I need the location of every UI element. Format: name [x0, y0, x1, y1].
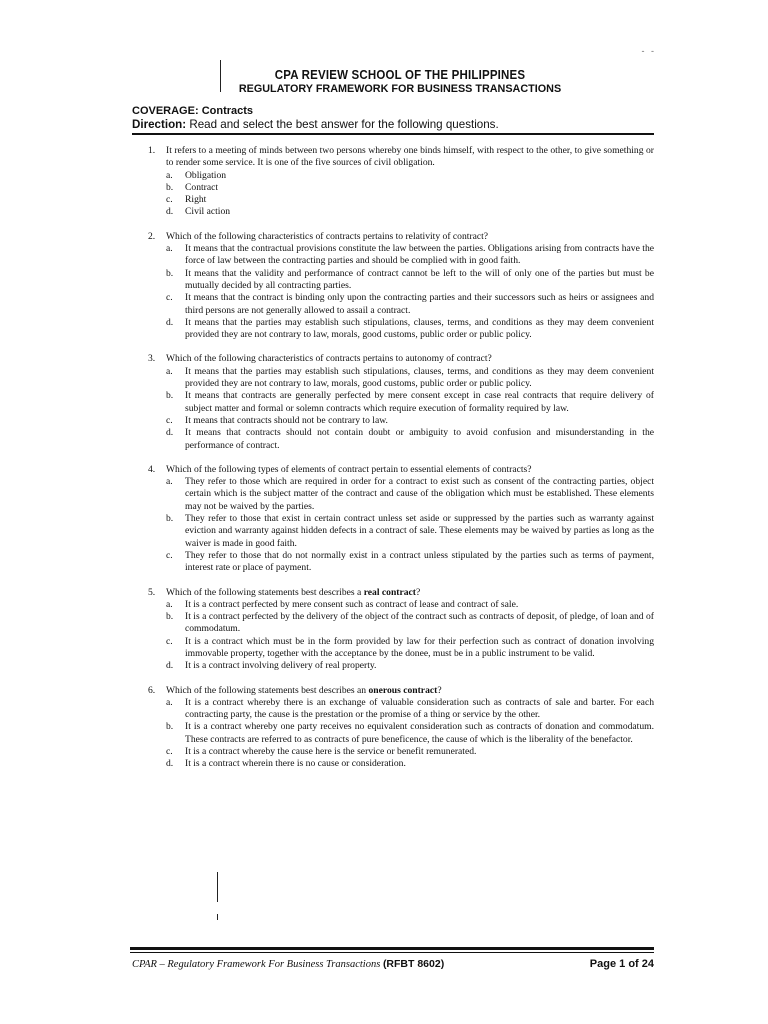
option-a — [166, 366, 654, 391]
option-b — [166, 611, 654, 636]
option-letter: b. — [166, 181, 174, 193]
option-text: It is a contract whereby the cause here is the service or benefit remunerated. — [185, 746, 477, 758]
option-letter: a. — [166, 476, 173, 488]
question-number: 3. — [148, 353, 156, 365]
option-c — [166, 194, 654, 206]
option-a — [166, 697, 654, 722]
option-text: They refer to those that exist in certain contract unless set aside or suppressed by the parties such as warranty against eviction and warranty against hidden defects in a contract of sale. These elements may be waived by parties as long as the waiver is made in good faith. — [185, 513, 654, 549]
option-d — [166, 758, 654, 770]
option-letter: a. — [166, 243, 173, 255]
footer-divider — [130, 947, 654, 950]
option-letter: b. — [166, 267, 174, 279]
document-header — [130, 68, 670, 95]
option-d — [166, 660, 654, 672]
option-letter: b. — [166, 611, 174, 623]
question-text-post: ? — [437, 684, 442, 696]
footer-course: CPAR – Regulatory Framework For Business Transactions — [132, 959, 381, 970]
question-text: Which of the following characteristics of contracts pertains to relativity of contract? — [166, 230, 489, 242]
question-text-post: ? — [416, 586, 421, 598]
option-b — [166, 182, 654, 194]
scan-dot-bottom — [217, 914, 218, 920]
question-text — [166, 685, 654, 697]
question-text — [166, 587, 654, 599]
option-letter: b. — [166, 513, 174, 525]
option-b — [166, 513, 654, 550]
question-text: It refers to a meeting of minds between two persons whereby one binds himself, with respect to the other, to give something or to render some service. It is one of the five sources of civil obligation. — [166, 145, 654, 169]
option-a — [166, 476, 654, 513]
option-text: They refer to those which are required in order for a contract to exist such as consent of the contracting parties, object certain which is the subject matter of the contract and cause of the obligation which must be established. These elements may not be waived by the parties. — [185, 476, 654, 512]
footer-title — [132, 958, 444, 970]
option-text: Contract — [185, 181, 219, 193]
option-text: It is a contract wherein there is no cause or consideration. — [185, 758, 406, 770]
question-3 — [148, 353, 654, 451]
question-number: 5. — [148, 586, 156, 598]
option-c — [166, 415, 654, 427]
option-c — [166, 746, 654, 758]
option-letter: d. — [166, 660, 174, 672]
scan-dashes: - - — [641, 46, 656, 56]
question-1 — [148, 145, 654, 219]
question-text-pre: Which of the following statements best describes a — [166, 586, 364, 598]
option-text: They refer to those that do not normally exist in a contract unless stipulated by the parties such as terms of payment, interest rate or place of payment. — [185, 549, 654, 574]
option-letter: a. — [166, 169, 173, 181]
option-text: Right — [185, 194, 207, 206]
option-a — [166, 243, 654, 268]
option-text: It means that the parties may establish such stipulations, clauses, terms, and conditions as they may deem convenient provided they are not contrary to law, morals, good customs, public order or public policy. — [185, 316, 654, 341]
question-number: 6. — [148, 684, 156, 696]
coverage-value: Contracts — [201, 105, 254, 117]
option-letter: d. — [166, 206, 174, 218]
footer-divider-thin — [130, 952, 654, 953]
direction-label: Direction: — [132, 118, 187, 131]
option-text: It means that the contractual provisions constitute the law between the parties. Obligations arising from contracts have the force of law between the contracting parties and should be complied with in good faith. — [185, 243, 654, 267]
option-letter: a. — [166, 365, 173, 377]
school-name: CPA REVIEW SCHOOL OF THE PHILIPPINES — [274, 68, 526, 82]
option-d — [166, 427, 654, 452]
option-c — [166, 636, 654, 661]
option-letter: d. — [166, 758, 174, 770]
scan-line-bottom — [217, 872, 218, 902]
option-text: It is a contract involving delivery of real property. — [185, 660, 377, 672]
question-number: 2. — [148, 230, 156, 242]
option-b — [166, 390, 654, 415]
subject-title: REGULATORY FRAMEWORK FOR BUSINESS TRANSACTIONS — [238, 83, 562, 95]
question-number: 4. — [148, 463, 156, 475]
option-d — [166, 206, 654, 218]
option-d — [166, 317, 654, 342]
question-4 — [148, 464, 654, 575]
question-5 — [148, 587, 654, 673]
option-c — [166, 550, 654, 575]
option-text: It means that contracts should not contain doubt or ambiguity to avoid confusion and misunderstanding in the performance of contract. — [185, 427, 654, 451]
option-text: It means that the validity and performance of contract cannot be left to the will of only one of the parties but must be mutually decided by all contracting parties. — [185, 267, 654, 291]
question-list — [148, 145, 654, 783]
option-letter: b. — [166, 390, 174, 402]
option-letter: c. — [166, 194, 173, 206]
option-text: Obligation — [185, 169, 227, 181]
option-text: It is a contract which must be in the form provided by law for their perfection such as contract of donation involving immovable property, together with the acceptance by the donee, must be in a public instrument to be valid. — [185, 635, 654, 659]
header-divider — [132, 133, 654, 135]
coverage-line — [132, 105, 253, 117]
question-6 — [148, 685, 654, 771]
option-letter: c. — [166, 292, 173, 304]
option-text: It is a contract perfected by the delivery of the object of the contract such as contracts of deposit, of pledge, of loan and of commodatum. — [185, 611, 654, 635]
option-text: It is a contract perfected by mere consent such as contract of lease and contract of sale. — [185, 598, 519, 610]
option-text: Civil action — [185, 206, 231, 218]
option-letter: d. — [166, 427, 174, 439]
question-number: 1. — [148, 145, 156, 156]
option-letter: c. — [166, 746, 173, 758]
option-a — [166, 170, 654, 182]
option-text: It is a contract whereby one party receives no equivalent consideration such as contracts of donation and commodatum. These contracts are referred to as contracts of pure beneficence, the cause of which is the liberality of the benefactor. — [185, 721, 654, 745]
question-keyword: onerous contract — [368, 684, 438, 696]
question-text: Which of the following types of elements of contract pertain to essential elements of contracts? — [166, 463, 532, 475]
option-text: It is a contract whereby there is an exchange of valuable consideration such as contracts of sale and barter. For each contracting party, the cause is the prestation or the promise of a thing or service by the other. — [185, 696, 654, 721]
option-b — [166, 721, 654, 746]
option-letter: a. — [166, 696, 173, 708]
direction-text: Read and select the best answer for the following questions. — [189, 118, 499, 131]
question-text: Which of the following characteristics of contracts pertains to autonomy of contract? — [166, 353, 492, 365]
option-text: It means that contracts should not be contrary to law. — [185, 414, 388, 426]
option-letter: d. — [166, 316, 174, 328]
option-a — [166, 599, 654, 611]
option-text: It means that contracts are generally perfected by mere consent except in case real contracts that require delivery of subject matter and formal or solemn contracts which require execution of formality required by law. — [185, 390, 654, 414]
direction-line — [132, 118, 499, 131]
option-text: It means that the parties may establish such stipulations, clauses, terms, and conditions as they may deem convenient provided they are not contrary to law, morals, good customs, public order or public policy. — [185, 365, 654, 390]
question-2 — [148, 231, 654, 342]
page-number: Page 1 of 24 — [589, 958, 654, 970]
question-keyword: real contract — [363, 586, 416, 598]
option-letter: b. — [166, 721, 174, 733]
option-letter: c. — [166, 635, 173, 647]
option-letter: a. — [166, 598, 173, 610]
option-c — [166, 292, 654, 317]
footer-code: (RFBT 8602) — [382, 958, 445, 970]
option-letter: c. — [166, 414, 173, 426]
option-letter: c. — [166, 549, 173, 561]
option-text: It means that the contract is binding only upon the contracting parties and their successors such as heirs or assignees and third persons are not generally allowed to assail a contract. — [185, 292, 654, 316]
option-b — [166, 268, 654, 293]
question-text-pre: Which of the following statements best describes an — [166, 684, 369, 696]
coverage-label: COVERAGE: — [132, 105, 199, 117]
